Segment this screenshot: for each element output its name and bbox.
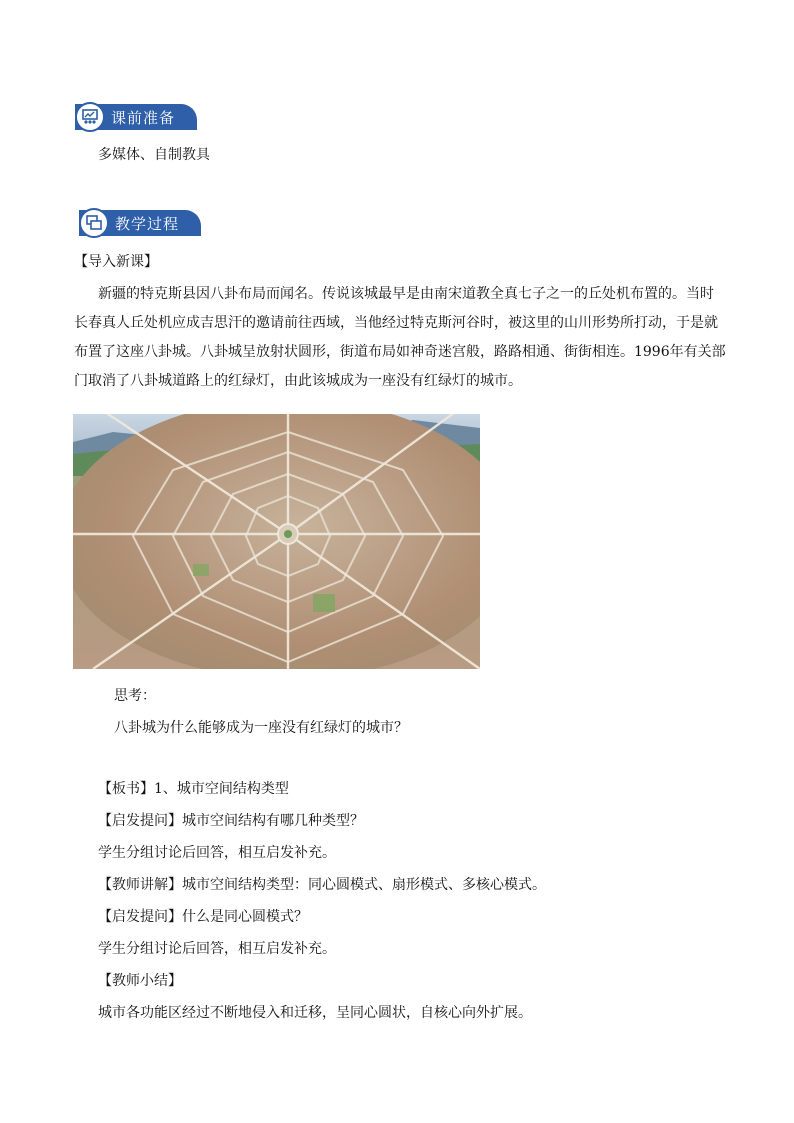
window-stack-icon (79, 208, 109, 238)
intro-line: 布置了这座八卦城。八卦城呈放射状圆形，街道布局如神奇迷宫般，路路相通、街街相连。1996年有关部 (74, 344, 726, 360)
student-line: 学生分组讨论后回答，相互启发补充。 (98, 941, 336, 957)
prompt-line: 【启发提问】什么是同心圆模式？ (98, 909, 308, 925)
intro-paragraph (74, 280, 734, 396)
intro-line: 长春真人丘处机应成吉思汗的邀请前往西域，当他经过特克斯河谷时，被这里的山川形势所打动，于是就 (74, 315, 718, 331)
section-header-prep (75, 102, 205, 132)
board-line: 【板书】1、城市空间结构类型 (98, 781, 289, 797)
student-line: 学生分组讨论后回答，相互启发补充。 (98, 845, 336, 861)
teacher-line: 【教师讲解】城市空间结构类型：同心圆模式、扇形模式、多核心模式。 (98, 877, 546, 893)
think-question: 八卦城为什么能够成为一座没有红绿灯的城市？ (114, 720, 408, 736)
summary-label: 【教师小结】 (98, 973, 182, 989)
intro-line: 新疆的特克斯县因八卦布局而闻名。传说该城最早是由南宋道教全真七子之一的丘处机布置的。当时 (98, 286, 714, 302)
summary-line: 城市各功能区经过不断地侵入和迁移，呈同心圆状，自核心向外扩展。 (98, 1005, 532, 1021)
presentation-icon (75, 102, 105, 132)
intro-line: 门取消了八卦城道路上的红绿灯，由此该城成为一座没有红绿灯的城市。 (74, 373, 522, 389)
section-header-process (79, 208, 209, 238)
section-title: 课前准备 (111, 109, 176, 127)
bagua-city-aerial-photo (73, 414, 480, 669)
think-label: 思考： (114, 688, 156, 704)
prompt-line: 【启发提问】城市空间结构有哪几种类型？ (98, 813, 364, 829)
section-title: 教学过程 (115, 215, 180, 233)
intro-label: 【导入新课】 (74, 254, 158, 270)
prep-content: 多媒体、自制教具 (98, 147, 210, 163)
